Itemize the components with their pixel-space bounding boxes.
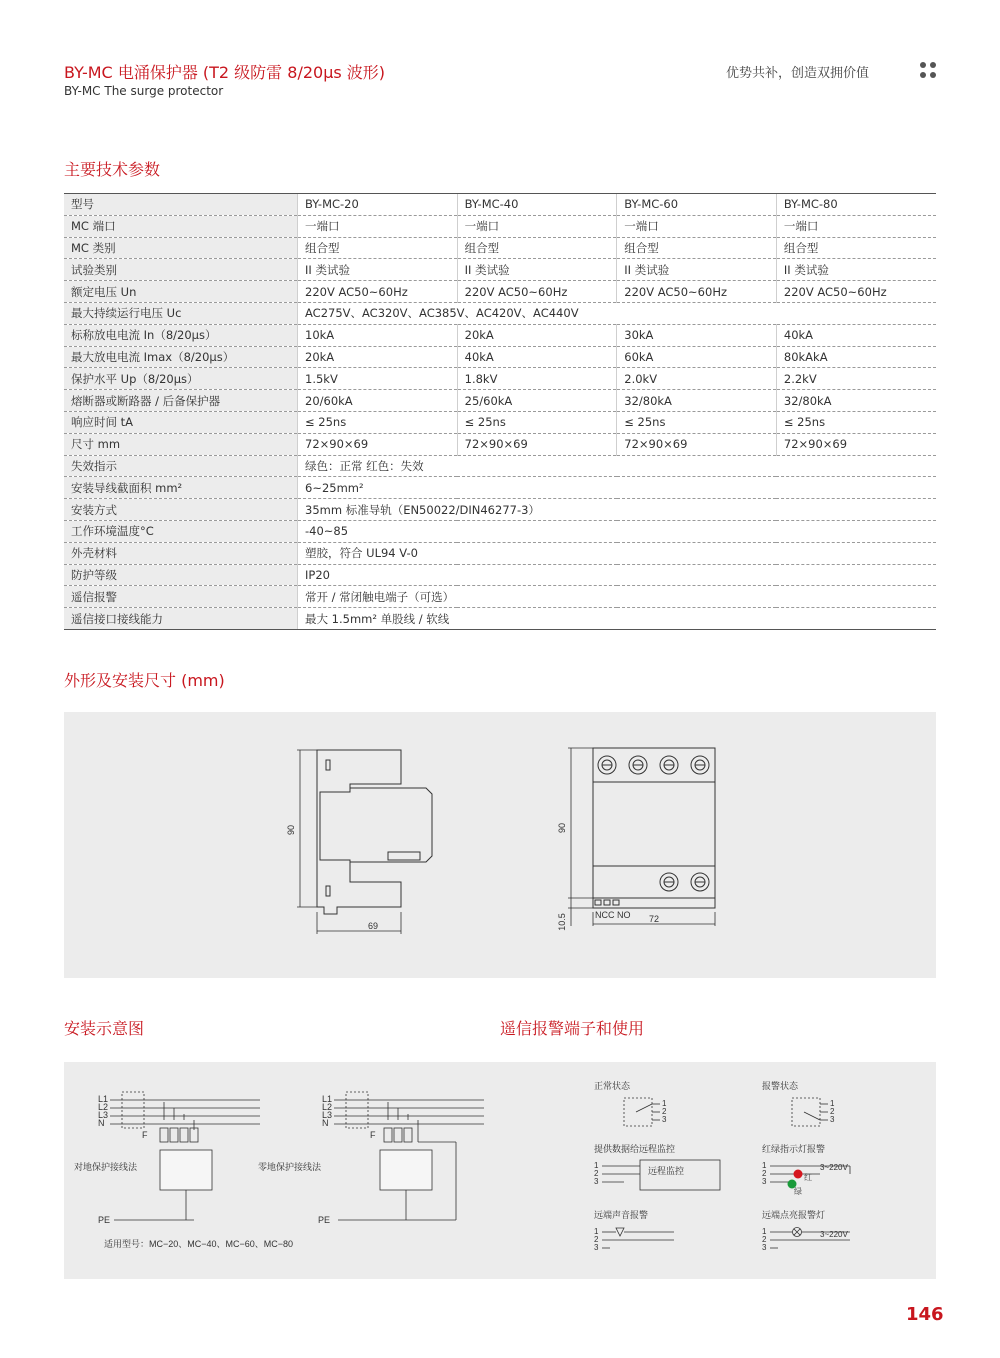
spec-label: 熔断器或断路器 / 后备保护器 — [64, 390, 298, 412]
sound-alarm-label: 远端声音报警 — [594, 1210, 649, 1220]
spec-row — [64, 324, 936, 346]
alarm-section-title: 遥信报警端子和使用 — [500, 1019, 645, 1038]
side-height-label: 90 — [286, 824, 296, 836]
alarm-state-diagram — [792, 1098, 828, 1126]
line-l2-b: L2 — [322, 1102, 333, 1112]
spec-value: 一端口 — [617, 215, 777, 237]
spec-row — [64, 586, 936, 608]
spec-label: 遥信报警 — [64, 586, 298, 608]
spec-row — [64, 542, 936, 564]
method-ground: 对地保护接线法 — [74, 1162, 138, 1172]
side-depth-label: 69 — [367, 921, 379, 931]
spec-label: 工作环境温度°C — [64, 520, 298, 542]
spec-value: 72×90×69 — [776, 433, 936, 455]
spec-label: MC 端口 — [64, 215, 298, 237]
line-l1-b: L1 — [322, 1094, 333, 1104]
pe-label-b: PE — [318, 1215, 331, 1225]
dimension-drawings — [64, 712, 936, 978]
spec-label: MC 类别 — [64, 237, 298, 259]
spec-value: 20kA — [457, 324, 617, 346]
front-view-drawing — [568, 748, 715, 926]
spec-label: 最大持续运行电压 Uc — [64, 302, 298, 324]
spec-value: 35mm 标准导轨（EN50022/DIN46277-3） — [298, 499, 937, 521]
pin-label: 2 — [830, 1107, 835, 1116]
spec-label: 安装导线截面积 mm² — [64, 477, 298, 499]
pin-label: 3 — [762, 1243, 767, 1252]
spec-value: 组合型 — [457, 237, 617, 259]
spec-value: 72×90×69 — [457, 433, 617, 455]
spec-value: 一端口 — [298, 215, 458, 237]
spec-value: -40~85 — [298, 520, 937, 542]
pin-label: 1 — [830, 1099, 835, 1108]
specs-section-title: 主要技术参数 — [64, 160, 161, 179]
spec-value: 常开 / 常闭触电端子（可选） — [298, 586, 937, 608]
normal-state-label: 正常状态 — [594, 1081, 631, 1091]
pin-label: 3 — [762, 1177, 767, 1186]
spec-value: 80kAkA — [776, 346, 936, 368]
remote-monitor-label: 提供数据给远程监控 — [594, 1144, 676, 1154]
sound-alarm-diagram — [602, 1228, 674, 1248]
spec-value: 组合型 — [776, 237, 936, 259]
line-n-b: N — [322, 1118, 329, 1128]
spec-label: 安装方式 — [64, 499, 298, 521]
spec-value: 组合型 — [298, 237, 458, 259]
pin-label: 2 — [594, 1235, 599, 1244]
spec-label: 标称放电电流 In（8/20μs） — [64, 324, 298, 346]
pin-label: 3 — [662, 1115, 667, 1124]
spec-label: 最大放电电流 Imax（8/20μs） — [64, 346, 298, 368]
spec-value: 40kA — [457, 346, 617, 368]
spec-row — [64, 433, 936, 455]
pin-label: 1 — [594, 1227, 599, 1236]
wiring-diagrams — [64, 1062, 936, 1279]
spec-value: 32/80kA — [617, 390, 777, 412]
spec-table — [64, 193, 936, 630]
spec-value: 72×90×69 — [617, 433, 777, 455]
spec-value: 6~25mm² — [298, 477, 937, 499]
spec-value: 72×90×69 — [298, 433, 458, 455]
install-section-title: 安装示意图 — [64, 1019, 145, 1038]
slogan: 优势共补，创造双拥价值 — [726, 66, 870, 81]
front-height-label: 90 — [557, 822, 567, 834]
spec-value: 20kA — [298, 346, 458, 368]
spec-value: 最大 1.5mm² 单股线 / 软线 — [298, 608, 937, 630]
spec-row — [64, 215, 936, 237]
spec-label: 外壳材料 — [64, 542, 298, 564]
spec-value: 塑胶，符合 UL94 V-0 — [298, 542, 937, 564]
spec-value: 25/60kA — [457, 390, 617, 412]
spec-value: 220V AC50~60Hz — [298, 281, 458, 303]
line-l1: L1 — [98, 1094, 109, 1104]
spec-value: II 类试验 — [298, 259, 458, 281]
line-l3-b: L3 — [322, 1110, 333, 1120]
method-neutral: 零地保护接线法 — [258, 1162, 322, 1172]
alarm-state-label: 报警状态 — [762, 1081, 799, 1091]
spec-value: 1.8kV — [457, 368, 617, 390]
normal-state-diagram — [624, 1098, 660, 1126]
terminal-label: NCC NO — [595, 910, 631, 920]
pe-label: PE — [98, 1215, 111, 1225]
spec-row — [64, 281, 936, 303]
spec-row — [64, 368, 936, 390]
spec-row — [64, 499, 936, 521]
pin-label: 2 — [594, 1169, 599, 1178]
spec-value: 220V AC50~60Hz — [457, 281, 617, 303]
spec-value: BY-MC-60 — [617, 194, 777, 216]
pin-label: 3 — [830, 1115, 835, 1124]
page-number: 146 — [906, 1304, 944, 1325]
pin-label: 3 — [594, 1177, 599, 1186]
spec-row — [64, 259, 936, 281]
spec-value: ≤ 25ns — [617, 411, 777, 433]
pin-label: 1 — [762, 1227, 767, 1236]
wiring-panel — [64, 1062, 936, 1279]
pin-label: 2 — [762, 1235, 767, 1244]
install-diagram-neutral — [334, 1092, 484, 1220]
spec-value: ≤ 25ns — [457, 411, 617, 433]
fuse-label: F — [142, 1130, 148, 1140]
spec-value: 2.0kV — [617, 368, 777, 390]
spec-value: II 类试验 — [617, 259, 777, 281]
voltage-label-b: 3~220V — [820, 1230, 848, 1239]
spec-value: ≤ 25ns — [298, 411, 458, 433]
front-width-label: 72 — [648, 914, 660, 924]
spec-value: 32/80kA — [776, 390, 936, 412]
line-l3: L3 — [98, 1110, 109, 1120]
spec-row — [64, 455, 936, 477]
spec-label: 响应时间 tA — [64, 411, 298, 433]
red-label: 红 — [804, 1173, 812, 1182]
dimensions-section-title: 外形及安装尺寸 (mm) — [64, 671, 225, 690]
spec-value: AC275V、AC320V、AC385V、AC420V、AC440V — [298, 302, 937, 324]
spec-value: 30kA — [617, 324, 777, 346]
light-alarm-label: 红绿指示灯报警 — [762, 1144, 826, 1154]
spec-value: 组合型 — [617, 237, 777, 259]
spec-value: 40kA — [776, 324, 936, 346]
spec-value: 1.5kV — [298, 368, 458, 390]
spec-row — [64, 520, 936, 542]
spec-row — [64, 194, 936, 216]
green-label: 绿 — [794, 1187, 802, 1196]
pin-label: 2 — [762, 1169, 767, 1178]
spec-row — [64, 411, 936, 433]
install-diagram-ground — [110, 1092, 260, 1220]
front-base-label: 10.5 — [557, 913, 567, 931]
spec-value: 10kA — [298, 324, 458, 346]
spec-value: II 类试验 — [457, 259, 617, 281]
pin-label: 1 — [762, 1161, 767, 1170]
spec-label: 试验类别 — [64, 259, 298, 281]
spec-label: 遥信接口接线能力 — [64, 608, 298, 630]
side-view-drawing — [297, 750, 432, 934]
screw-icon — [598, 756, 709, 774]
spec-value: 60kA — [617, 346, 777, 368]
pin-label: 1 — [662, 1099, 667, 1108]
spec-label: 防护等级 — [64, 564, 298, 586]
spec-label: 失效指示 — [64, 455, 298, 477]
page-title: BY-MC 电涌保护器 (T2 级防雷 8/20μs 波形) — [64, 63, 386, 82]
spec-row — [64, 477, 936, 499]
spec-row — [64, 302, 936, 324]
spec-label: 型号 — [64, 194, 298, 216]
fuse-label-b: F — [370, 1130, 376, 1140]
spec-row — [64, 237, 936, 259]
spec-row — [64, 608, 936, 630]
spec-value: IP20 — [298, 564, 937, 586]
spec-label: 额定电压 Un — [64, 281, 298, 303]
spec-value: 20/60kA — [298, 390, 458, 412]
red-lamp-icon — [794, 1170, 803, 1179]
lamp-alarm-label: 远端点亮报警灯 — [762, 1210, 826, 1220]
spec-value: BY-MC-40 — [457, 194, 617, 216]
pin-label: 3 — [594, 1243, 599, 1252]
page-subtitle: BY-MC The surge protector — [64, 84, 224, 98]
spec-value: 220V AC50~60Hz — [776, 281, 936, 303]
spec-value: II 类试验 — [776, 259, 936, 281]
screw-icon — [660, 873, 709, 891]
dimensions-panel — [64, 712, 936, 978]
dots-icon — [920, 62, 936, 78]
spec-value: 220V AC50~60Hz — [617, 281, 777, 303]
line-n: N — [98, 1118, 105, 1128]
spec-row — [64, 564, 936, 586]
spec-value: 2.2kV — [776, 368, 936, 390]
remote-box-label: 远程监控 — [648, 1166, 685, 1176]
spec-row — [64, 346, 936, 368]
spec-value: 一端口 — [457, 215, 617, 237]
pin-label: 2 — [662, 1107, 667, 1116]
spec-value: ≤ 25ns — [776, 411, 936, 433]
spec-value: BY-MC-80 — [776, 194, 936, 216]
spec-label: 保护水平 Up（8/20μs） — [64, 368, 298, 390]
models-note: 适用型号：MC−20、MC−40、MC−60、MC−80 — [104, 1239, 294, 1249]
pin-label: 1 — [594, 1161, 599, 1170]
spec-value: 绿色：正常 红色：失效 — [298, 455, 937, 477]
spec-value: 一端口 — [776, 215, 936, 237]
line-l2: L2 — [98, 1102, 109, 1112]
spec-label: 尺寸 mm — [64, 433, 298, 455]
spec-row — [64, 390, 936, 412]
voltage-label: 3~220V — [820, 1163, 848, 1172]
spec-value: BY-MC-20 — [298, 194, 458, 216]
